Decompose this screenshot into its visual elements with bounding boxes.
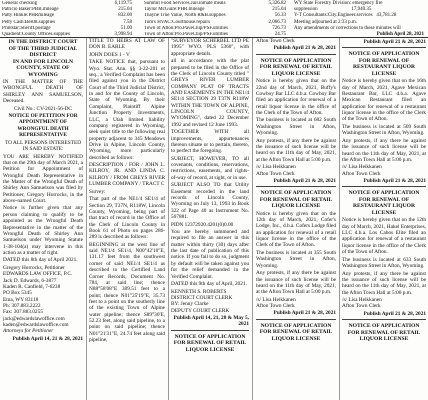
notice-paragraph: The business is located at 682 South Washington Street in Afton, Wyoming. [256, 117, 336, 137]
signature-line: /s/ Lisa Heikkanen [342, 297, 382, 304]
heading-line: LIQUOR LICENSE [271, 203, 321, 210]
notice-paragraph: DESCRIPTION / FOR / JOHN L. KILROY, JR. AND LINDA C. KILROY / FROM GREYS RIVER LUMBER COMPANY / TRACT C [89, 162, 165, 188]
heading-line: FOR RENEWAL OF [358, 196, 410, 203]
column-1 [3, 38, 83, 343]
payee: Patricio Baker:PBB.mileage [2, 7, 59, 13]
column-3 [171, 38, 249, 354]
signature-line: PO Box 5345 [3, 290, 32, 297]
amount: 2,066.73 [268, 19, 286, 25]
notice-paragraph: TOGETHER WITH all improvements, appurtenances thereon situate or to pertain, thereto, to perfect the foregoing. [171, 129, 249, 155]
heading-line: FOR RENEWAL OF RETAIL [173, 340, 247, 347]
heading-line: LICENSE [371, 209, 397, 216]
ledger-line: Y-T Consultants:City.Engineer.services 43,781.28 [294, 13, 397, 19]
signature-line: Jack D. Edwards, 6-3877 [3, 277, 57, 284]
publish-line: Publish April 28, 2021 [376, 32, 424, 38]
payee: Tom's HVAC:Courthouse.repairs [144, 19, 211, 25]
payee: General checking [2, 1, 38, 6]
notice-separator [342, 319, 426, 320]
notice-paragraph: TAKE NOTICE that, pursuant to Wyo. Stat. Ann. §§ 3-22-201 et seq., a Verified Complaint has been filed against you in the District Court of the Third Judicial District, in and for the County of Lincoln, State of Wyoming. By their Complaint, Plaintiff Alpine Junction Property Investments, LLC, a Utah limited liability company registered in Wyoming, seek quiet title to the following real property adjacent to 345 Meadows Drive in Alpine, Lincoln County, Wyoming, more particularly described as follows: [89, 59, 165, 161]
column-divider [339, 38, 340, 400]
heading-line: FOR RENEWAL OF RETAIL [259, 196, 333, 203]
payee: Summit Food Services.Jail.inmate meals [144, 1, 226, 6]
signature-line: Attorneys for Petitioner [3, 328, 54, 335]
payee: Petty Cash:Bes08.supplies [2, 19, 56, 25]
notice-paragraph: TO ALL PERSONS INTERESTED IN SAID ESTATE: [4, 139, 82, 152]
column-2 [89, 38, 165, 344]
notice-paragraph: Any protests, if any there be against the issuance of such license will be heard on the 11th day of May, 2021, at the Afton Town Hall at 5:00 p.m. [256, 137, 336, 163]
amount: 832.00 [118, 13, 132, 19]
heading-line: NOTICE OF APPLICATION [348, 190, 420, 197]
signature-line: Afton Town Clerk [256, 303, 295, 310]
signature-line: kaden@edwardslawoffice.com [3, 322, 69, 329]
heading-line: LIQUOR LICENSE [271, 70, 321, 77]
signature-line: Fax: 307.883.0255 [3, 309, 43, 316]
ledger-col-2 [144, 1, 286, 38]
heading-line: FOR RENEWAL OF RETAIL [259, 64, 333, 71]
signature-line: Afton Town Clerk [256, 38, 295, 44]
notice-heading [342, 190, 426, 216]
notice-heading [256, 323, 336, 343]
ledger-line: suppression 17,940.35 [294, 7, 372, 13]
notice-separator [256, 54, 336, 55]
signature-line: BY: Jenny Clarke [171, 301, 209, 308]
notice-heading [256, 190, 336, 210]
column-5 [342, 38, 426, 344]
notice-separator [256, 319, 336, 320]
signature-line: Afton Town Clerk [342, 170, 381, 177]
notice-paragraph: Notice is hereby given that on the 16th day of March, 2021, Agave Mexican Restaurant Bar, LLC d.b.a. Agave Mexican Restaurant filed an application for renewal of a restaurant liquor license in the office of the Clerk of the Town of Afton. [342, 78, 426, 123]
signature-line: /s/ Lisa Heikkanen [256, 164, 296, 171]
publish-line: Publish April 21 & 28, 2021 [363, 178, 426, 185]
publish-line: Publish April 21 & 28, 2021 [273, 177, 336, 184]
notice-paragraph: BEGINNING at the west line of said NE1/4 SE1/4, N00°42'10"E, 131.17 feet from the southwest corner of said NE1/4 SE1/4 as described to the Certified Land Corner Records, Document No. 784, at said line; thence N88°58'08"E 389.51 feet to a point; thence N01°25'19"E, 35.73 feet to a point on the southerly line of the existing Town of Alpine water pipeline; thence S89°30'E, 52.23 feet, along said pipeline, to a point on said pipeline; thence N01°21'31"E, 24.74 feet along said pipeline, [89, 241, 165, 343]
notice-paragraph: Notice is hereby given that on the 12th day of March, 2021, Hakel Enterprises, LLC d.b.a. Los Cabos Elite filed an application for renewal of a restaurant liquor license in the office of the Clerk of the Town of Afton. [342, 217, 426, 256]
column-4 [256, 38, 336, 343]
amount: 3,998.94 [114, 32, 132, 38]
ledger-line: Any amendments or corrections to these minutes will [294, 25, 401, 31]
heading-line: RESTAURANT LIQUOR [352, 64, 416, 71]
heading-line: NOTICE OF APPLICATION [260, 322, 332, 329]
notice-paragraph: all in accordance with the plat prepared to be filed in the Office of the Clerk of Lincoln County titled " GREYS RIVER LUMBER COMPANY PLAT OF TRACTS AND EASEMENTS IN THE NE1/4 SE1/4 SECTION 29 T37N R118W WITHIN THE TOWN OF ALPINE, LINCOLN COUNTY, WYOMING", dated 22 December 1992 and revised 12 June 1993. [171, 58, 249, 128]
heading-line: FOR RENEWAL OF RETAIL [259, 329, 333, 336]
notice-separator [256, 186, 336, 187]
notice-paragraph: Notice is further given that any person claiming to qualify to be appointed as the Wrongful Death Representative in the matter of the Wrongful Death of Shirley Ann Samuelson under Wyoming Statute 1-38-104(a) may intervene in this action as a matter of right. [3, 205, 83, 256]
signature-line: Afton Town Clerk [256, 170, 295, 177]
notice-paragraph: That part of the NE1/4 SE1/4 of Section 29, T37N, R118W, Lincoln County, Wyoming, being part of that tract of record in the Office of the Clerk of Lincoln County in Book 61 of Photo on pages 286-289 is described as follows: [89, 196, 165, 241]
amount: 726.73 [272, 25, 286, 31]
notice-paragraph: PIDN 12372920.4201(0)0.00 [171, 221, 234, 228]
heading-line: DISTRICT [29, 52, 57, 58]
heading-line: IN THE DISTRICT COURT [8, 39, 78, 45]
payee: Taylor McGuire:PHR.mileage [144, 7, 205, 13]
signature-line: Kaden R. Canfield, 7-6238 [3, 283, 61, 290]
heading-line: FOR RENEWAL OF [358, 57, 410, 64]
heading-line: LIQUOR LICENSE [185, 346, 235, 353]
case-number: Civil No.: CV-2021-56-DC [14, 105, 72, 112]
heading-line: NOTICE OF APPLICATION [260, 190, 332, 197]
notice-paragraph: JOHN DOES 1 - V [89, 51, 130, 58]
notice-paragraph: DATED this 8th day of April 2021. [3, 257, 78, 264]
heading-line: COUNTY, STATE OF [16, 65, 70, 71]
notice-paragraph: "SURVEYOR SCHERBEL LTD PE 1995" WYO. PLS 5360", with appropriate details. [171, 38, 249, 57]
heading-line: LICENSE [371, 70, 397, 77]
payee: Printstar:Sheriff.postage [2, 25, 51, 31]
ledger-col-1 [2, 1, 132, 38]
column-divider [86, 38, 87, 400]
payee: Town of Afton:Pro.PaveChip/PSF.utilities [144, 32, 228, 38]
heading-line: LIQUOR LICENSE [271, 335, 321, 342]
amount: 56.33 [274, 13, 286, 19]
notice-paragraph: SUBJECT, HOWEVER, TO all covenants, conditions, reservations, restrictions, easements, and rights-of-way of record, at sight, or in use. [171, 155, 249, 181]
publish-line: Publish April 14, 21, 28 & May 5, 2021 [173, 314, 249, 328]
amount: 215.04 [272, 7, 286, 13]
notice-separator [342, 186, 426, 187]
notice-paragraph: TITLE TO HEIRS AT LAW OF DON B. EARLE [89, 38, 165, 51]
notice-paragraph: Survey: [89, 188, 106, 195]
heading-line: RESTAURANT LIQUOR [352, 203, 416, 210]
heading-line: LIQUOR LICENSE [359, 336, 409, 343]
notice-paragraph: Notice is hereby given that on the 22nd day of March, 2021, Buffy's Cowboy Bar LLC d.b.a. Cowboy Bar filed an application for renewal of a retail liquor license in the office of the Clerk of the Town of Afton. [256, 78, 336, 116]
notice-separator [342, 47, 426, 48]
column-divider [168, 38, 169, 400]
ledger-line: WY State Forestry Division: emergency fire [294, 1, 383, 6]
notice-paragraph: The business is located at 509 South Washington Street in Afton, Wyoming. [342, 123, 426, 137]
signature-line: /s/ Lisa Heikkanen [342, 164, 382, 171]
publish-line: Publish April 21 & 28, 2021 [363, 310, 426, 317]
publish-line: Publish April 21 & 28, 2021 [273, 45, 336, 52]
notice-paragraph: YOU ARE HEREBY NOTIFIED that on the 29th day of March 2021, a Petition for Appointment of Wrongful Death Representative in the Matter of the Wrongful Death of Shirley Ann Samuelson was filed by Petitioner, Gregory Horrocks, in the above-named Court. [3, 153, 83, 204]
amount: 24.75 [274, 32, 286, 38]
signature-line: Etna, WY 83118 [3, 296, 39, 303]
heading-line: WYOMING [28, 71, 58, 78]
ledger-col-3 [294, 1, 424, 38]
heading-line: IN AND FOR LINCOLN [12, 58, 74, 65]
notice-paragraph: Any protests, if any there be against the issuance of such license will be heard on the 11th day of May, 2021, at the Afton Town Hall at 5:00 p.m. [342, 270, 426, 296]
publish-line: Publish April 21 & 28, 2021 [273, 310, 336, 317]
publish-line: Publish April 21 & 28, 2021 [363, 39, 426, 45]
notice-paragraph: Any protests, if any there be against the issuance of such license will be heard on the 11th day of May, 2021, at the Afton Town Hall at 5:00 p.m. [256, 270, 336, 296]
signature-line: Ph: 307.883.2222 [3, 303, 41, 309]
signature-line: DEPUTY COURT CLERK [171, 307, 230, 314]
notice-paragraph: You are hereby summoned and required to file an answer in this matter within thirty (30) days after the last date of publication of this notice. If you fail to do so, judgment by default will be taken against you for the relief demanded in the Verified Complaint. [171, 229, 249, 280]
ledger-line: Meeting adjourned at 2:33 p.m. [294, 19, 358, 25]
heading-line: NOTICE OF APPLICATION [348, 51, 420, 58]
notice-separator [171, 330, 249, 331]
publish-line: Publish April 14, 21 & 28, 2021 [12, 335, 83, 342]
amount: 215.04 [118, 7, 132, 13]
court-heading [3, 39, 83, 78]
amount: 51.00 [120, 25, 132, 31]
heading-line: NOTICE OF APPLICATION [260, 57, 332, 64]
heading-line: OF THE THIRD JUDICIAL [8, 45, 78, 52]
notice-paragraph: Notice is hereby given that on the 12th day of March, 2021, Cofer's Lodge, Inc., d.b.a. Cofers Lodge filed an application for renewal of a retail liquor license in the office of the Clerk of the Town of Afton. [256, 210, 336, 249]
notice-paragraph: Any protests, if any there be against the issuance of such license will be heard on the 11th day of May, 2021, at the Afton Town Hall at 5:00 p.m. [342, 137, 426, 163]
signature-line: DISTRICT COURT CLERK [171, 294, 233, 301]
signature-line: EDWARDS LAW OFFICE, P.C. [3, 271, 73, 278]
heading-line: NOTICE OF APPLICATION [174, 333, 246, 340]
notice-paragraph: DATED this 9th day of April, 2021. [171, 281, 247, 288]
payee: Quadient:County Offices.supplies [2, 32, 70, 38]
notice-paragraph: IN THE MATTER OF THE WRONGFUL DEATH OF SHIRLEY ANN SAMUELSON, Deceased. [3, 79, 83, 105]
amount: 7.58 [123, 19, 132, 25]
signature-line: Gregory Horrocks, Petitioner [3, 264, 65, 271]
notice-paragraph: The business is located at 355 South Washington Street in Afton, Wyoming. [256, 250, 336, 269]
payee: Patty Hinkle:PHRmileage [2, 13, 55, 19]
signature-line: Afton Town Clerk [342, 303, 381, 310]
claims-ledger [2, 0, 426, 36]
column-divider [252, 38, 253, 400]
payee: Town of Afton:Pro.PaveChip/PSF.utilities [144, 25, 228, 31]
amount: 6,119.75 [114, 1, 132, 6]
notice-heading [171, 334, 249, 354]
notice-heading [256, 58, 336, 78]
heading-line: FOR RENEWAL OF RETAIL [347, 329, 421, 336]
heading-line: NOTICE OF APPLICATION [348, 323, 420, 330]
amount: 5,326.82 [268, 1, 286, 6]
payee: Thayne True Value, North R&B.supplies [144, 13, 226, 19]
notice-paragraph: The business is located at 633 South Washington Street in Afton, Wyoming. [342, 256, 426, 269]
notice-title: NOTICE OF PETITION FOR APPOINTMENT OF WRONGFUL DEATH REPRESENTATIVE [8, 113, 78, 139]
signature-line: KENNETH S. ROBERTS [171, 288, 227, 295]
notice-heading [342, 323, 426, 343]
signature-line: jack@edwardslawoffice.com [3, 315, 65, 322]
signature-line: /s/ Lisa Heikkanen [256, 296, 296, 303]
notice-paragraph: SUBJECT ALSO TO that Utility Easement recorded in the land records of Lincoln County, Wyoming on July 13, 1993 in Book 322 of Page 40 as Instrument No. 567881. [171, 182, 249, 221]
notice-heading [342, 51, 426, 77]
